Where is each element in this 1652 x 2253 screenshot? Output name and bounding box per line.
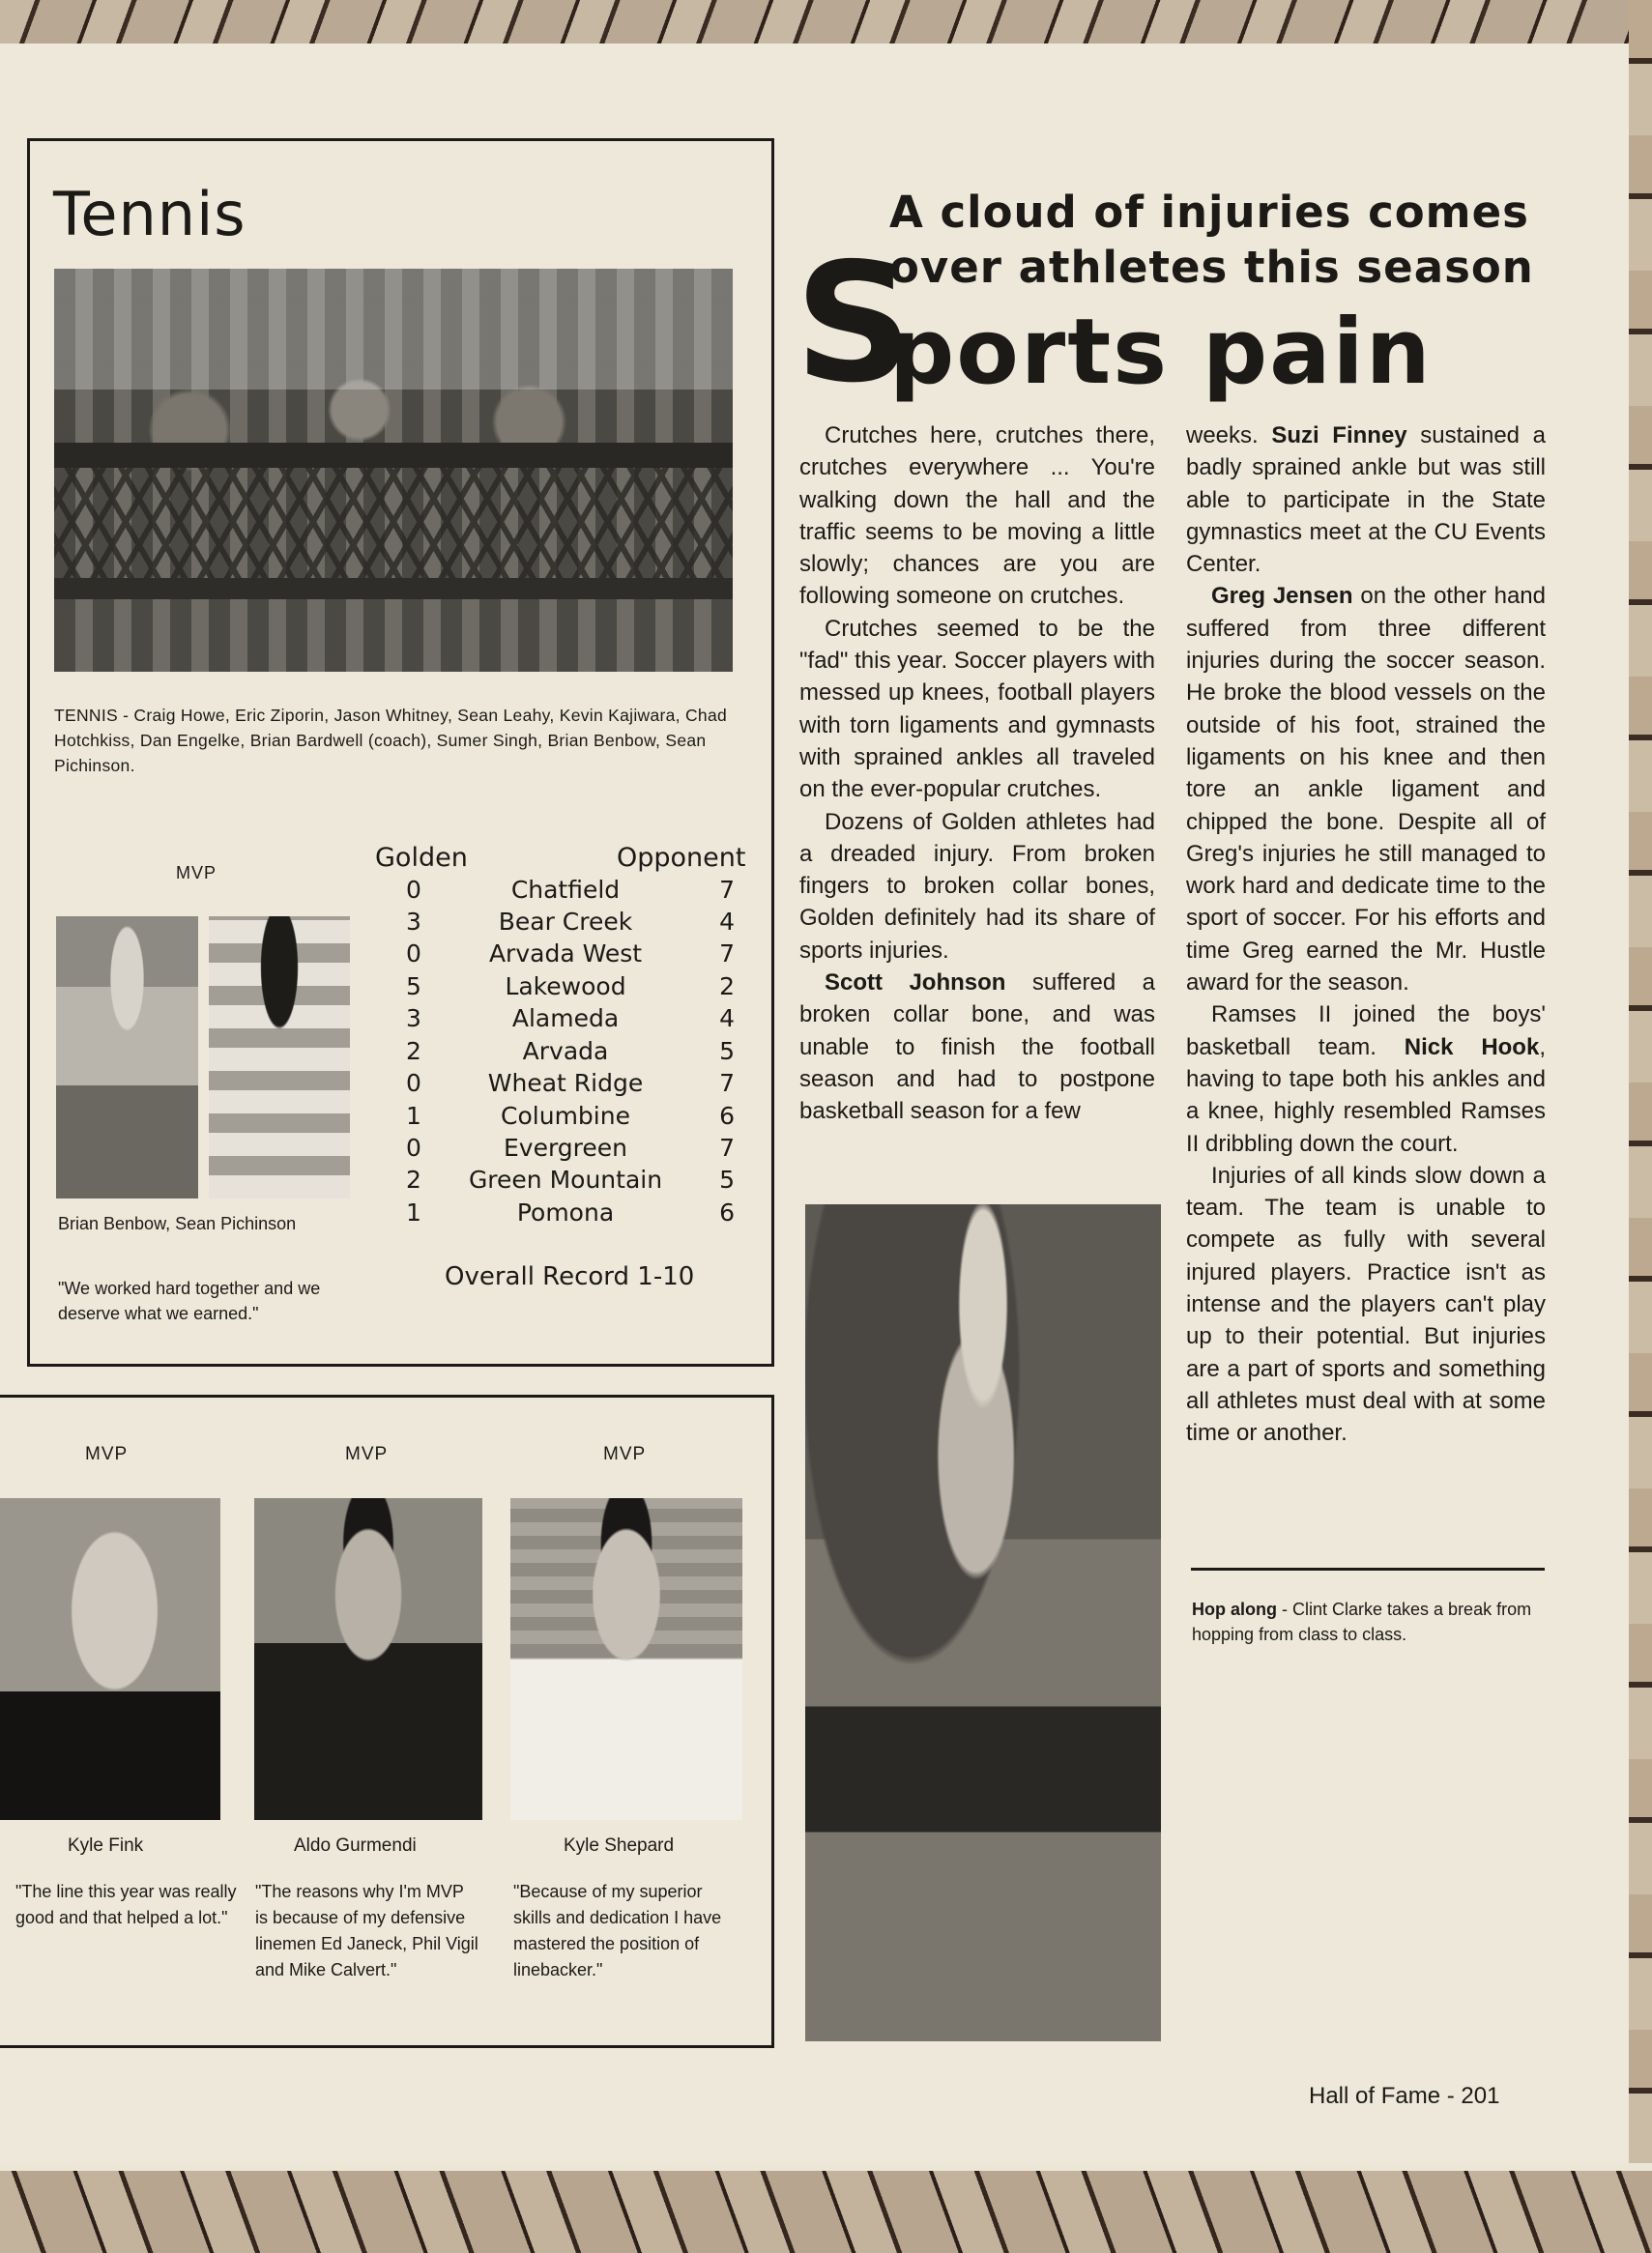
golden-score: 2 [406,1037,421,1065]
mvp-label-shepard: MVP [603,1444,647,1464]
opponent-name: Arvada West [488,939,643,968]
photo-caption-lead: Hop along [1192,1600,1277,1619]
overall-record: Overall Record 1-10 [445,1262,695,1291]
opponent-name: Chatfield [510,876,621,904]
golden-score: 3 [406,908,421,936]
golden-score: 0 [406,1134,421,1162]
tennis-mvp-quote: "We worked hard together and we deserve what we earned." [58,1279,321,1323]
athlete-name: Scott Johnson [825,969,1006,997]
score-row [406,972,735,1004]
page-folio: Hall of Fame - 201 [1309,2083,1500,2109]
article-paragraph: Injuries of all kinds slow down a team. The team is unable to compete as fully with several injured players. Practice isn't as intense and the players can't play up to their potential. But injuries are a part of sports and something all athletes must deal with at some time or another. [1186,1162,1546,1447]
article-paragraph [799,967,1155,1127]
mvp-name-fink: Kyle Fink [68,1835,144,1856]
mvp-quote-shepard: "Because of my superior skills and dedication I have mastered the position of linebacker." [513,1882,722,1979]
golden-score: 1 [406,1102,421,1130]
opponent-score: 7 [719,1134,735,1162]
mvp-label-fink: MVP [85,1444,129,1464]
bridge-lattice [54,468,733,578]
page-edge-bottom [0,2163,1652,2253]
shepard-photo [510,1498,742,1820]
score-row [406,908,735,939]
opponent-score: 7 [719,1069,735,1097]
opponent-score: 7 [719,876,735,904]
opponent-score: 6 [719,1199,735,1227]
score-row [406,1069,735,1101]
opponent-name: Alameda [511,1004,620,1032]
paragraph-text: weeks. [1186,422,1272,448]
score-row [406,1166,735,1198]
athlete-name: Greg Jensen [1211,583,1353,610]
tennis-team-caption: TENNIS - Craig Howe, Eric Ziporin, Jason Whitney, Sean Leahy, Kevin Kajiwara, Chad Hotchkiss, Dan Engelke, Brian Bardwell (coach), Sumer Singh, Brian Benbow, Sean Pichinson. [54,706,728,775]
gurmendi-photo [254,1498,482,1820]
golden-score: 1 [406,1199,421,1227]
athlete-name: Suzi Finney [1271,422,1407,448]
article-column-right [1186,419,1546,1450]
mvp-label-gurmendi: MVP [345,1444,389,1464]
opponent-name: Green Mountain [468,1166,663,1194]
opponent-name: Evergreen [503,1134,627,1162]
score-row [406,1102,735,1134]
article-title: ports pain [889,300,1433,405]
golden-score: 0 [406,1069,421,1097]
paragraph-text: suffered a broken collar bone, and was unable to finish the football season and had to postpone basketball season for a few [799,969,1155,1125]
tennis-mvp-names: Brian Benbow, Sean Pichinson [58,1214,297,1233]
scores-header-opponent: Opponent [617,843,746,873]
score-row [406,939,735,971]
paragraph-text: , having to tape both his ankles and a knee, highly resembled Ramses II dribbling down the court. [1186,1033,1546,1157]
paragraph-text: on the other hand suffered from three different injuries during the soccer season. He broke the blood vessels on the outside of his foot, strained the ligaments on his knee and then tore an ankle ligament and chipped the bone. Despite all of Greg's injuries he still managed to work hard and dedicate time to the sport of soccer. For his efforts and time Greg earned the Mr. Hustle award for the season. [1186,583,1546,997]
mvp-name-shepard: Kyle Shepard [564,1835,675,1856]
photo-caption-text: - Clint Clarke takes a break from hopping from class to class. [1192,1600,1532,1644]
opponent-name: Bear Creek [498,908,633,936]
opponent-score: 2 [719,972,735,1000]
bridge-rail-bottom [54,578,733,599]
pichinson-photo [209,916,350,1199]
score-row [406,1037,735,1069]
article-paragraph: Dozens of Golden athletes had a dreaded injury. From broken fingers to broken collar bones, Golden definitely had its share of sports injuries. [799,808,1155,964]
article-paragraph [1186,580,1546,998]
opponent-score: 4 [719,908,735,936]
article-kicker-line2: over athletes this season [889,242,1534,293]
golden-score: 0 [406,876,421,904]
article-paragraph [1186,998,1546,1159]
opponent-name: Lakewood [505,972,626,1000]
opponent-name: Columbine [501,1102,630,1130]
score-row [406,1004,735,1036]
opponent-name: Wheat Ridge [487,1069,644,1097]
athlete-name: Nick Hook [1404,1033,1540,1060]
golden-score: 5 [406,972,421,1000]
opponent-score: 4 [719,1004,735,1032]
article-column-left [799,419,1155,1128]
opponent-name: Pomona [516,1199,615,1227]
paragraph-text: sustained a badly sprained ankle but was still able to participate in the State gymnastics meet at the CU Events Center. [1186,422,1546,578]
tennis-mvp-label: MVP [176,863,217,882]
score-row [406,1199,735,1230]
article-paragraph: Crutches here, crutches there, crutches everywhere ... You're walking down the hall and the traffic seems to be moving a little slowly; chances are you are following someone on crutches. [799,422,1155,610]
score-row [406,876,735,908]
golden-score: 0 [406,939,421,968]
mvp-quote-fink: "The line this year was really good and that helped a lot." [15,1882,237,1927]
fink-photo [0,1498,220,1820]
opponent-score: 7 [719,939,735,968]
article-paragraph [1186,419,1546,580]
golden-score: 2 [406,1166,421,1194]
mvp-quote-gurmendi: "The reasons why I'm MVP is because of my defensive linemen Ed Janeck, Phil Vigil and Mike Calvert." [255,1882,478,1979]
clint-clarke-photo [805,1204,1161,2041]
bridge-rail-top [54,443,733,468]
paragraph-text: Ramses II joined the boys' basketball team. [1186,1001,1546,1060]
tennis-title: Tennis [53,179,246,249]
caption-divider [1191,1568,1545,1571]
article-paragraph: Crutches seemed to be the "fad" this year. Soccer players with messed up knees, football players with torn ligaments and gymnasts with sprained ankles all traveled on the ever-popular crutches. [799,615,1155,803]
opponent-score: 5 [719,1037,735,1065]
article-kicker-line1: A cloud of injuries comes [889,187,1529,238]
benbow-photo [56,916,198,1199]
scores-header-golden: Golden [375,843,468,873]
tennis-team-photo [54,269,733,672]
page-edge-right [1629,0,1652,2253]
opponent-name: Arvada [522,1037,609,1065]
score-row [406,1134,735,1166]
article-dropcap: S [795,228,913,419]
opponent-score: 6 [719,1102,735,1130]
photo-caption [1192,1597,1550,1647]
golden-score: 3 [406,1004,421,1032]
opponent-score: 5 [719,1166,735,1194]
mvp-name-gurmendi: Aldo Gurmendi [294,1835,417,1856]
